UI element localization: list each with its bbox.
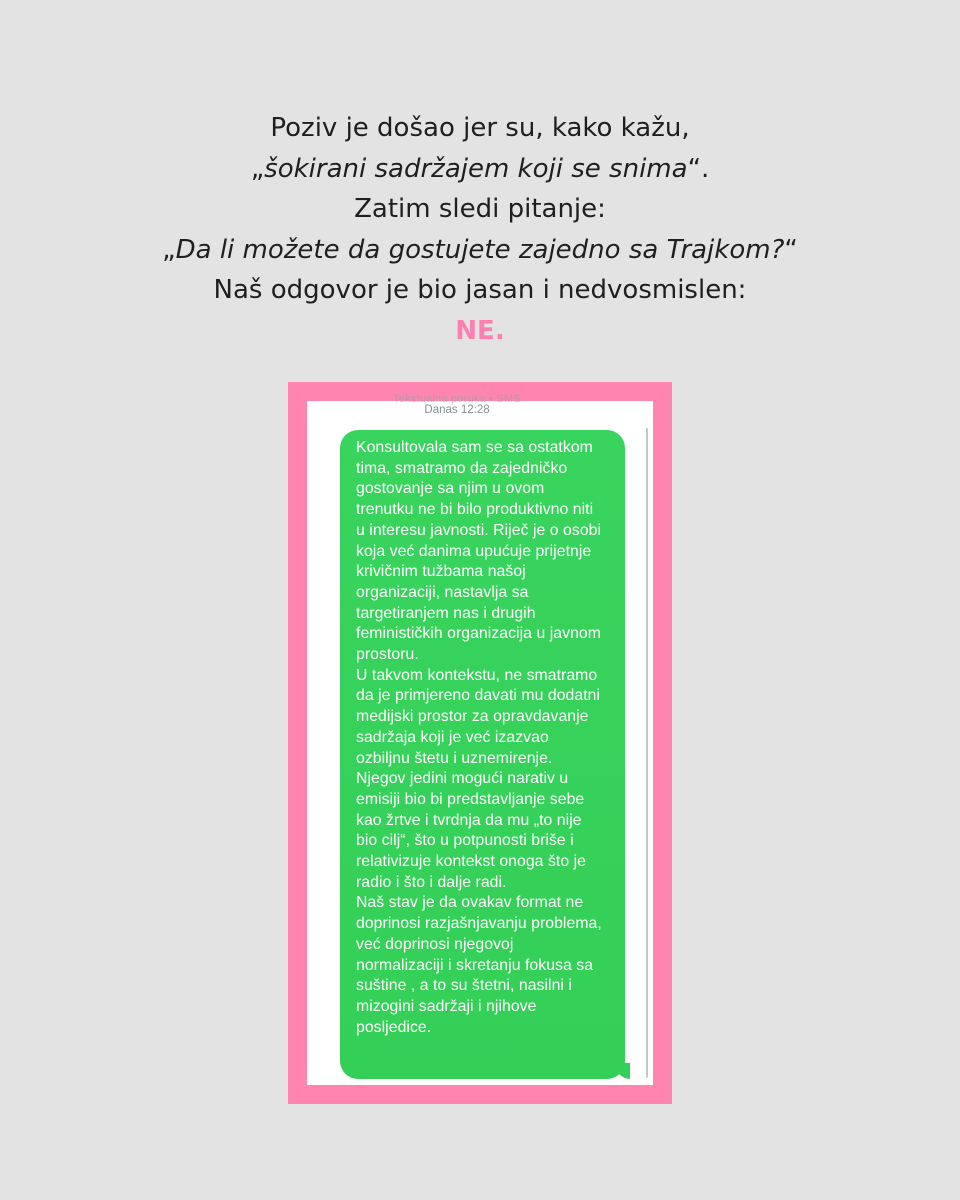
message-line: doprinosi razjašnjavanju problema, bbox=[356, 915, 602, 933]
message-line: u interesu javnosti. Riječ je o osobi bbox=[356, 521, 602, 539]
message-line: posljedice. bbox=[356, 1018, 432, 1036]
message-line: gostovanje sa njim u ovom bbox=[356, 480, 545, 498]
intro-line-2 bbox=[0, 149, 960, 190]
close-quote: “. bbox=[687, 153, 710, 184]
quoted-reason: šokirani sadržajem koji se snima bbox=[264, 153, 688, 184]
intro-line-1: Poziv je došao jer su, kako kažu, bbox=[270, 113, 690, 143]
intro-text bbox=[0, 108, 960, 351]
message-line: emisiji bio bi predstavljanje sebe bbox=[356, 790, 585, 808]
message-line: Njegov jedini mogući narativ u bbox=[356, 770, 569, 788]
message-line: trenutku ne bi bilo produktivno niti bbox=[356, 501, 594, 519]
message-screenshot bbox=[307, 393, 653, 1085]
cut-off-header: Tekstualna poruka • SMS bbox=[393, 393, 521, 405]
message-line: organizaciji, nastavlja sa bbox=[356, 583, 529, 601]
message-line: Naš stav je da ovakav format ne bbox=[356, 894, 584, 912]
message-text bbox=[356, 438, 615, 1038]
open-quote: „ bbox=[250, 153, 265, 184]
message-line: da je primjereno davati mu dodatni bbox=[356, 687, 601, 705]
message-line: prostoru. bbox=[356, 646, 419, 664]
intro-line-5: Naš odgovor je bio jasan i nedvosmislen: bbox=[213, 275, 747, 305]
intro-line-4 bbox=[0, 230, 960, 271]
sent-message-bubble bbox=[340, 430, 625, 1079]
message-line: krivičnim tužbama našoj bbox=[356, 563, 526, 581]
message-line: već doprinosi njegovoj bbox=[356, 935, 514, 953]
message-line: suštine , a to su štetni, nasilni i bbox=[356, 977, 572, 995]
message-line: mizogini sadržaji i njihove bbox=[356, 997, 537, 1015]
message-line: bio cilj“, što u potpunosti briše i bbox=[356, 832, 574, 850]
message-line: radio i što i dalje radi. bbox=[356, 873, 507, 891]
message-line: relativizuje kontekst onoga što je bbox=[356, 853, 587, 871]
scrollbar[interactable] bbox=[646, 428, 648, 1078]
message-line: targetiranjem nas i drugih bbox=[356, 604, 536, 622]
bubble-tail bbox=[616, 1063, 630, 1079]
message-timestamp: Danas 12:28 bbox=[424, 404, 490, 416]
message-line: koja već danima upućuje prijetnje bbox=[356, 542, 592, 560]
message-line: sadržaja koji je već izazvao bbox=[356, 728, 549, 746]
open-quote: „ bbox=[162, 234, 176, 265]
quoted-question: Da li možete da gostujete zajedno sa Trajkom? bbox=[175, 234, 785, 265]
message-line: tima, smatramo da zajedničko bbox=[356, 459, 568, 477]
message-line: normalizaciji i skretanju fokusa sa bbox=[356, 956, 594, 974]
message-screenshot-frame bbox=[288, 382, 672, 1104]
message-line: medijski prostor za opravdavanje bbox=[356, 708, 589, 726]
message-line: U takvom kontekstu, ne smatramo bbox=[356, 666, 598, 684]
answer-text: NE. bbox=[455, 315, 505, 346]
close-quote: “ bbox=[784, 234, 798, 265]
message-line: ozbiljnu štetu i uznemirenje. bbox=[356, 749, 553, 767]
message-line: Konsultovala sam se sa ostatkom bbox=[356, 439, 593, 456]
intro-line-3: Zatim sledi pitanje: bbox=[354, 194, 606, 224]
message-line: feminističkih organizacija u javnom bbox=[356, 625, 601, 643]
message-line: kao žrtve i tvrdnja da mu „to nije bbox=[356, 811, 582, 829]
